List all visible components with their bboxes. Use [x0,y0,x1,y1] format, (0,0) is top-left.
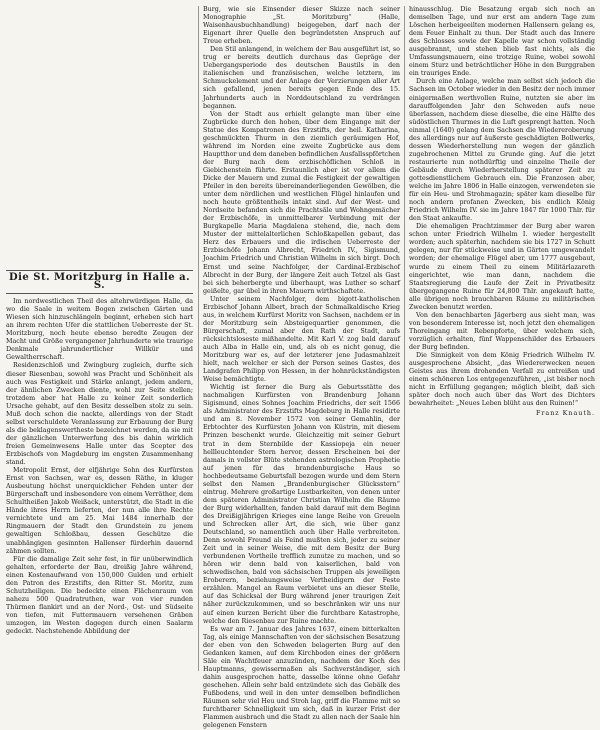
paragraph: Unter seinem Nachfolger, dem bigott-katholischen Erzbischof Johann Albert, brach der Schmalkaldische Krieg aus, in welchem Kurfürst Moritz von Sachsen, nachdem er in der Moritzburg sein Absteigequartier genommen, die Bürgerschaft, zumal aber den Rath der Stadt, aufs rücksichtsloseste mißhandelte. Mit Karl V. zog bald darauf auch Alba in Halle ein, und, als ob es nicht genug, die Moritzburg war es, auf der letzterer jene Judasmahlzeit hielt, nach welcher er sich der Person seines Gastes, des Landgrafen Philipp von Hessen, in der hohnrückständigsten Weise bemächtigte. [203,295,400,384]
column-right [409,6,595,418]
paragraph: Wichtig ist ferner die Burg als Geburtsstätte des nachmaligen Kurfürsten von Brandenburg Johann Sigismund, eines Sohnes Joachim Friedrichs, der seit 1566 als Administrator des Erzstifts Magdeburg in Halle residirte und am 8. November 1572 von seiner Gemahlin, der Erbtochter des Kurfürsten Johann von Küstrin, mit diesem Prinzen beschenkt wurde. Gleichzeitig mit seiner Geburt trat in dem Sternbilde der Kassiopeja ein neuer hellleuchtender Stern hervor, dessen Erscheinen bei der damals in vollster Blüte stehenden astrologischen Prophetie auf jenen für das brandenburgische Haus so hochbedeutsame Geburtsfall bezogen wurde und dem Stern selbst den Namen „Brandenburgischer Glücksstern“ eintrug. Mehrere großartige Lustbarkeiten, von denen unter dem späteren Administrator Christian Wilhelm die Räume der Burg widerhallten, fanden bald darauf mit dem Beginn des Dreißigjährigen Krieges eine lange Reihe von Greueln und Schrecken aller Art, die sich, wie über ganz Deutschland, so namentlich auch über Halle verbreiteten. Denn sowohl Freund als Feind mußten sich, jeder zu seiner Zeit und in seiner Weise, die mit dem Besitz der Burg verbundenen Vortheile trefflich zunutze zu machen, und so hören wir denn bald von kaiserlichen, bald von schwedischen, bald von sächsischen Truppen als jeweiligen Eroberern, beziehungsweise Vertheidigern der Feste erzählen. Mangel an Raum verbietet uns an dieser Stelle, auf das Schicksal der Burg während jener traurigen Zeit näher zurückzukommen, und so beschränken wir uns nur auf einen kurzen Bericht über die furchtbare Katastrophe, welche den Riesenbau zur Ruine machte. [203,384,400,625]
paragraph: Für die damalige Zeit sehr fest, in für unüberwindlich gehalten, erforderte der Bau, dreißig Jahre während, einen Kostenaufwand von 150,000 Gulden und erhielt den Patron des Erzstifts, den Ritter St. Moritz, zum Schutzheiligen. Die bedeckte einen Flächenraum von nahezu 500 Quadratruthen, war von vier runden Thürmen flankirt und an der Nord-, Ost- und Südseite von tiefen, mit Futtermauern versehenen Gräben umzogen, im Westen dagegen durch einen Saalarm gedeckt. Nachstehende Abbildung der [6,555,193,636]
article-title: Die St. Moritzburg in Halle a. S. [6,270,193,294]
paragraph: Metropolit Ernst, der elfjährige Sohn des Kurfürsten Ernst von Sachsen, war es, dessen Räthe, in kluger Ausbeutung höchst unerquicklicher Fehden unter der Bürgerschaft und insbesondere von einem Verräther, dem Schultheißen Jakob Weißack, unterstützt, die Stadt in die Hände ihres Herrn lieferten, der nun alle ihre Rechte vernichtete und am 25. Mai 1484 innerhalb der Ringmauern der Stadt den Grundstein zu jenem gewaltigen Schloßbau, dessen Geschütze die unabhängigen gesinnten Hallenser fürderhin dauernd zähmen sollten. [6,467,193,555]
paragraph: Die Sinnigkeit von dem König Friedrich Wilhelm IV. ausgesprochene Absicht, „das Wiedererwecken neuen Geistes aus ihrem drohenden Verfall zu entreißen und einem schöneren Los entgegenzuführen, „ist bisher noch nicht in Erfüllung gegangen; möglich bleibt, daß sich später doch noch auch über das Wort des Dichters bewahrheitet: „Neues Leben blüht aus den Ruinen!“ [409,352,595,408]
paragraph: Durch eine Anlage, welche man selbst sich jedoch die Sachsen im October wieder in den Besitz der noch immer einigermaßen werthvollen Ruine, nutzten sie aber im darauffolgenden Jahr den Schweden aufs neue überlassen, nachdem diese dieselbe, die eine Hälfte des südöstlichen Thurmes in die Luft gesprengt hatten. Noch einmal (1640) gelang dem Sachsen die Wiedereroberung des allerdings nur auf äußerste geschädigten Bollwerks, dessen Wiederherstellung nun wegen der gänzlich zugebrochenen Mittel zu Grunde ging. Auf die jetzt restaurierte nun nothdürftig und einzelne Theile der Gebäude durch Wiederherstellung späterer Zeit zu gottesdienstlichem Gebrauch ein. Die Franzosen aber, welche im Jahre 1806 in Halle einzogen, verwendeten sie für ein Heu- und Strohmagazin; später kam dieselbe für noch andern profanen Zwecken, bis endlich König Friedrich Wilhelm IV. sie im Jahre 1847 für 1000 Thlr. für den Staat ankaufte. [409,78,595,223]
paragraph: Im nordwestlichen Theil des altehrwürdigen Halle, da wo die Saale in weitem Bogen zwischen Gärten und Wiesen sich hinzuschlängeln beginnt, erheben sich hart an ihrem rechten Ufer die stattlichen Ueberreste der St. Moritzburg, noch heute ebenso beredte Zeugen der Macht und Größe vergangener Jahrhunderte wie traurige Denkmale jahrundertlicher Willkür und Gewaltherrschaft. [6,298,193,362]
column-middle [203,6,400,730]
paragraph: Burg, wie sie Einsender dieser Skizze nach seiner Monographie „St. Moritzburg“ (Halle, Waisenhausbuchhandlung) beigegeben, darf nach der Eigenart ihrer Quelle den begründetsten Anspruch auf Treue erheben. [203,6,400,46]
paragraph: Von den benachbarten Jägerberg aus sieht man, was von besonderem Interesse ist, noch jetzt den ehemaligen Thoreingang mit Rebenpforte, über welchem sich, vorzüglich erhalten, fünf Wappenschilder des Erbauers der Burg befinden. [409,311,595,351]
paragraph: Es war am 7. Januar des Jahres 1637, einem bitterkalten Tag, als einige Mannschaften von der sächsischen Besatzung der eben von den Schweden belagerten Burg auf den Gedanken kamen, auf dem Kirchboden eines der größern Säle ein Wachtfeuer anzuzünden, nachdem der Koch des Hauptmanns, gewissermaßen als Sachverständiger, sich dahin ausgesprochen hatte, dasselbe könne ohne Gefahr geschehen. Allein sehr bald entzündete sich das Gebälk des Fußbodens, und weil in den unter demselben befindlichen Räumen sehr viel Heu und Stroh lag, griff die Flamme mit so furchtbarer Schnelligkeit um sich, daß in kurzer Frist der Flammen ausbrach und die Stadt zu allen nach der Saale hin gelegenen Fenstern [203,625,400,730]
paragraph: hinausschlug. Die Besatzung ergab sich noch an demselben Tage, und nur erst am andern Tage zum Löschen herbeigeeilten modernen Hallensern gelang es, dem Feuer Einhalt zu thun. Der Stadt auch das Innere des Schlosses sowie der Kapelle war schon vollständig ausgebrannt, und stehen blieb fast nichts, als die Umfassungsmauern, eine trotzige Ruine, wobei sowohl einem Sturz und beträchtlicher Höhe in den Burggraben ein trauriges Ende. [409,6,595,78]
paragraph: Die ehemaligen Prachtzimmer der Burg aber waren schon unter Friedrich Wilhelm I. wieder hergestellt worden; auch späterhin, nachdem sie bis 1727 in Schutt gelegen, nur für stückweise und in Gärten umgewandelt worden; der ehemalige Flügel aber, um 1777 ausgebaut, wurde zu einem Theil zu einem Militärlazareth eingerichtet, wie man dann, nachdem die Staatsregierung die Laufe der Zeit in Privatbesitz übergegangene Ruine für 24,800 Thlr. angekauft hatte, alle übrigen noch brauchbaren Räume zu militärischen Zwecken benutzt werden. [409,223,595,311]
column-left [6,270,193,636]
paragraph: Von der Stadt aus erhielt gelangte man über eine Zugbrücke durch den hohen, über dem Eingange mit der Statue des Kompatronen des Erzstifts, der heil. Katharina, geschmückten Thurm in den ziemlich geräumigen Hof, während im Norden eine zweite Zugbrücke aus dem Hauptthor und dem daneben befindlichen Ausfallsspförtchen der Burg nach dem erzbischöflichen Schloß in Giebichenstein führte. Erstaunlich aber ist vor allem die Dicke der Mauern und zumal die Festigkeit der gewaltigen Pfeiler in den bereits übereinanderliegenden Gewölben, die unter dem nördlichen und westlichen Flügel hinlaufen und noch heute größtentheils intakt sind. Auf der West- und Nordseite befanden sich die Prachtsäle und Wohngemächer der Erzbischöfe, in unmittelbarer Verbindung mit der Burgkapelle Maria Magdalena stehend, die, nach dem Muster der mittelalterlichen Schloßkapellen gebaut, das Herz des Erbauers und die irdischen Ueberreste der Erzbischöfe Johann Albrecht, Friedrich IV., Sigismund, Joachim Friedrich und Christian Wilhelm in sich birgt. Doch Ernst und seine Nachfolger, der Cardinal-Erzbischof Albrecht in der Burg, der längere Zeit auch Tetzel als Gast bei sich beherbergte und überhaupt, was Luther so scharf geißelte, gar übel in ihren Mauern wirthschaftete. [203,110,400,295]
paragraph: Residenzschloß und Zwingburg zugleich, durfte sich dieser Riesenbau, sowohl was Pracht und Schönheit als auch was Festigkeit und Stärke anlangt, jedem andern, der ähnlichen Zwecken diente, wohl zur Seite stellen; trotzdem aber hat Halle zu keiner Zeit sonderlich Ursache gehabt, auf den Besitz desselben stolz zu sein. Muß doch schon die nackte, allerdings von der Stadt selbst verschuldete Veranlassung zur Erbauung der Burg als die beklagenswertheste bezeichnet werden, da sie mit der gänzlichen Unterwerfung des bis dahin wirklich freien Gemeinwesens Halle unter das Scepter des Erzbischofs von Magdeburg im engsten Zusammenhang stand. [6,362,193,467]
paragraph: Den Stil anlangend, in welchem der Bau ausgeführt ist, so trug er bereits deutlich durchaus das Gepräge der Uebergangsperiode des deutschen Baustils in den italienischen und französischen, welche letztern, im Schmuckelement und der Anlage der Verzierungen aller Art sich gefallend, jenen bereits gegen Ende des 15. Jahrhunderts auch in Norddeutschland zu verdrängen begannen. [203,46,400,110]
author-signature: Franz Knauth. [535,410,595,418]
column-divider [198,6,199,671]
column-divider [404,6,405,671]
